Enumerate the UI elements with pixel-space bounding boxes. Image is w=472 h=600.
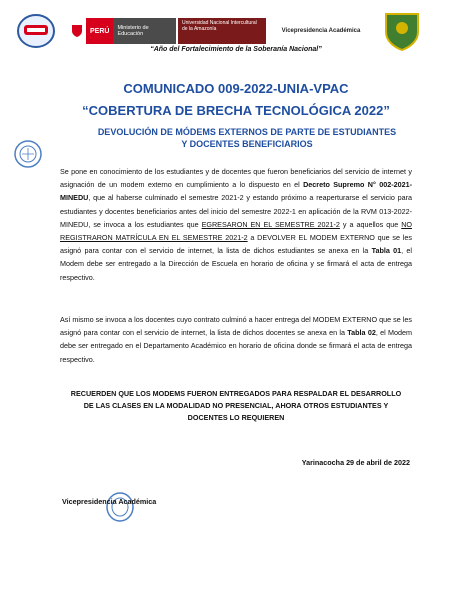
communique-title: “COBERTURA DE BRECHA TECNOLÓGICA 2022” [82, 103, 390, 118]
peru-label: PERÚ [86, 18, 113, 44]
communique-subtitle: DEVOLUCIÓN DE MÓDEMS EXTERNOS DE PARTE DE ESTUDIANTES Y DOCENTES BENEFICIARIOS [97, 127, 397, 149]
year-motto: “Año del Fortalecimiento de la Soberanía Nacional” [150, 46, 322, 53]
ministry-label: Ministerio de Educación [113, 18, 176, 44]
body-paragraph-1: Se pone en conocimiento de los estudiantes y de docentes que fueron beneficiarios del servicio de internet y asignación de un modem externo en cumplimiento a lo dispuesto en el Decreto Supremo N° 002-2021-MINEDU, que al haberse culminado el semestre 2021-2 y estando próximo a reaperturarse el servicio para estudiantes y docentes beneficiarios antes del inicio del semestre 2022-1 en aplicación de la RVM 013-2022-MINEDU, se invoca a los estudiantes que EGRESARON EN EL SEMESTRE 2021-2 y a aquellos que NO REGISTRARON MATRÍCULA EN EL SEMESTRE 2021-2 a DEVOLVER EL MODEM EXTERNO que se les asignó para contar con el servicio de internet, la lista de dichos estudiantes se anexa en la Tabla 01, el Modem debe ser entregado a la Dirección de Escuela en horario de oficina y se firmará el acta de entrega respectivo. [60, 167, 413, 282]
signature-office: Vicepresidencia Académica [62, 497, 157, 506]
university-label: Universidad Nacional Intercultural de la Amazonía [178, 18, 266, 44]
closing-reminder: RECUERDEN QUE LOS MODEMS FUERON ENTREGADOS PARA RESPALDAR EL DESARROLLO DE LAS CLASES EN LA MODALIDAD NO PRESENCIAL, AHORA OTROS ESTUDIANTES Y DOCENTES LO REQUIEREN [70, 389, 402, 422]
peru-ministry-badge [68, 18, 176, 44]
signature-seal-stamp [105, 491, 135, 523]
body-paragraph-2: Así mismo se invoca a los docentes cuyo contrato culminó a hacer entrega del MODEM EXTERNO que se les asignó para contar con el servicio de internet, la lista de dichos docentes se anexa en la Tabla 02, el Modem debe ser entregado en el Departamento Académico en horario de oficina donde se firmará el acta de entrega respectivo. [60, 315, 412, 364]
education-badge-logo [16, 13, 56, 49]
table-02-reference: Tabla 02 [347, 328, 376, 338]
document-date: Yarinacocha 29 de abril de 2022 [301, 458, 410, 467]
official-seal-stamp [13, 139, 43, 169]
decree-reference: Decreto Supremo N° 002-2021-MINEDU [60, 180, 412, 203]
office-label: Vicepresidencia Académica [281, 28, 361, 34]
table-01-reference: Tabla 01 [371, 246, 402, 256]
coat-of-arms-icon [68, 18, 86, 44]
unregistered-students-note: NO REGISTRARON MATRÍCULA EN EL SEMESTRE 2021-2 [60, 219, 412, 243]
letterhead [10, 10, 462, 50]
graduated-students-note: EGRESARON EN EL SEMESTRE 2021-2 [201, 219, 340, 229]
communique-number: COMUNICADO 009-2022-UNIA-VPAC [123, 81, 349, 96]
